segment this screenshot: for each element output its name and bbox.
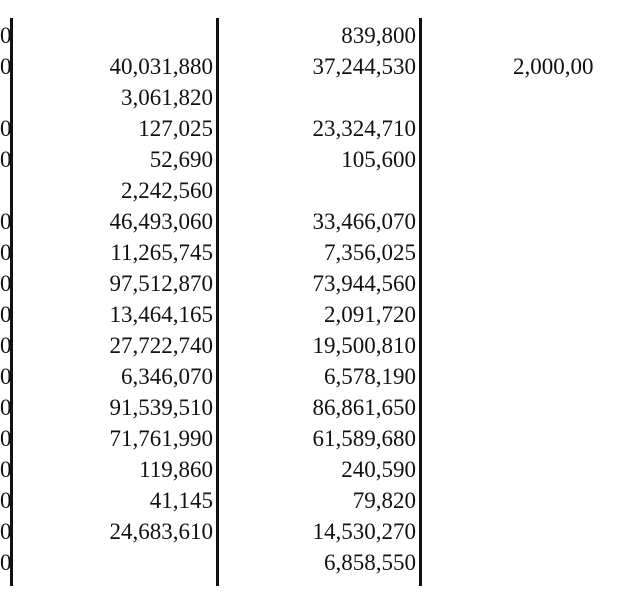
cell-col-1: 13,464,165	[109, 302, 213, 327]
cell-col-1: 24,683,610	[109, 519, 213, 544]
cell-col-3	[430, 330, 630, 361]
cell-col-0: 0	[0, 550, 12, 575]
cell-col-3	[430, 268, 630, 299]
cell-col-2: 6,858,550	[324, 550, 416, 575]
table-row	[0, 268, 600, 299]
cell-col-0: 0	[0, 116, 12, 141]
cell-col-2	[225, 175, 416, 206]
cell-col-0: 0	[0, 488, 12, 513]
table-row	[0, 20, 600, 51]
cell-col-0: 0	[0, 23, 12, 48]
cell-col-1	[20, 20, 213, 51]
cell-col-1: 119,860	[139, 457, 213, 482]
cell-col-2: 23,324,710	[312, 116, 416, 141]
cell-col-1: 52,690	[149, 147, 213, 172]
cell-col-1: 40,031,880	[109, 54, 213, 79]
cell-col-2: 2,091,720	[324, 302, 416, 327]
cell-col-2: 37,244,530	[312, 54, 416, 79]
cell-col-0: 0	[0, 240, 12, 265]
cell-col-0: 0	[0, 364, 12, 389]
cell-col-2: 7,356,025	[324, 240, 416, 265]
cell-col-3	[430, 516, 630, 547]
cell-col-3	[430, 144, 630, 175]
cell-col-3	[430, 82, 630, 113]
table-row	[0, 82, 600, 113]
cell-col-1: 27,722,740	[109, 333, 213, 358]
table-row	[0, 423, 600, 454]
cell-col-3	[430, 485, 630, 516]
cell-col-1: 3,061,820	[121, 85, 213, 110]
cell-col-2: 14,530,270	[312, 519, 416, 544]
cell-col-3	[430, 113, 630, 144]
table-row	[0, 361, 600, 392]
cell-col-3	[430, 20, 630, 51]
cell-col-1	[20, 547, 213, 578]
table-row	[0, 113, 600, 144]
cell-col-0: 0	[0, 302, 12, 327]
cell-col-2	[225, 82, 416, 113]
cell-col-2: 19,500,810	[312, 333, 416, 358]
cell-col-0: 0	[0, 457, 12, 482]
cell-col-0: 0	[0, 333, 12, 358]
cell-col-1: 97,512,870	[109, 271, 213, 296]
cell-col-2: 86,861,650	[312, 395, 416, 420]
table-row	[0, 485, 600, 516]
cell-col-2: 33,466,070	[312, 209, 416, 234]
cell-col-1: 91,539,510	[109, 395, 213, 420]
cell-col-0: 0	[0, 271, 12, 296]
cell-col-2: 240,590	[341, 457, 416, 482]
cell-col-2: 79,820	[352, 488, 416, 513]
cell-col-1: 46,493,060	[109, 209, 213, 234]
table-row	[0, 144, 600, 175]
cell-col-2: 73,944,560	[312, 271, 416, 296]
cell-col-3	[430, 547, 630, 578]
cell-col-0: 0	[0, 54, 12, 79]
table-row	[0, 392, 600, 423]
table-row	[0, 454, 600, 485]
table-row	[0, 51, 600, 82]
cell-col-0	[0, 175, 10, 206]
cell-col-0: 0	[0, 147, 12, 172]
cell-col-0: 0	[0, 426, 12, 451]
table-row	[0, 330, 600, 361]
table-row	[0, 175, 600, 206]
table-row	[0, 299, 600, 330]
cell-col-3: 2,000,00	[513, 54, 594, 79]
cell-col-1: 11,265,745	[110, 240, 213, 265]
cell-col-3	[430, 206, 630, 237]
cell-col-3	[430, 392, 630, 423]
cell-col-2: 61,589,680	[312, 426, 416, 451]
table-row	[0, 547, 600, 578]
table-row	[0, 516, 600, 547]
cell-col-3	[430, 237, 630, 268]
cell-col-0: 0	[0, 395, 12, 420]
cell-col-2: 105,600	[341, 147, 416, 172]
cell-col-2: 6,578,190	[324, 364, 416, 389]
table-row	[0, 237, 600, 268]
cell-col-0: 0	[0, 209, 12, 234]
cell-col-3	[430, 175, 630, 206]
cell-col-1: 127,025	[138, 116, 213, 141]
cell-col-1: 6,346,070	[121, 364, 213, 389]
table-row	[0, 206, 600, 237]
cell-col-2: 839,800	[341, 23, 416, 48]
cell-col-0	[0, 82, 10, 113]
cell-col-1: 2,242,560	[121, 178, 213, 203]
cell-col-0: 0	[0, 519, 12, 544]
cell-col-3	[430, 299, 630, 330]
cell-col-1: 71,761,990	[109, 426, 213, 451]
cell-col-1: 41,145	[149, 488, 213, 513]
cell-col-3	[430, 423, 630, 454]
cell-col-3	[430, 361, 630, 392]
cell-col-3	[430, 454, 630, 485]
